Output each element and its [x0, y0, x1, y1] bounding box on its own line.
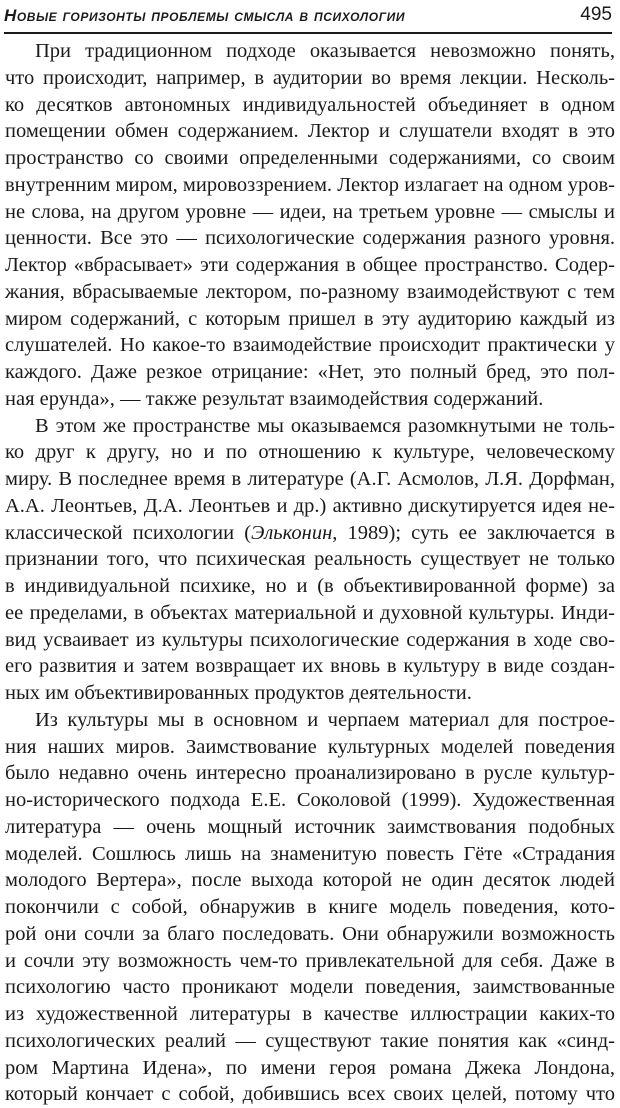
text-line: литература — очень мощный источник заимствования подобных	[5, 815, 615, 838]
text-line: рой они сочли за благо последовать. Они обнаружили возможность	[5, 922, 615, 945]
text-line: ее пределами, в объектах материальной и духовной культуры. Инди-	[5, 601, 615, 624]
text-line: признании того, что психическая реальность существует не только	[5, 548, 615, 571]
text-body	[5, 38, 615, 1108]
text-line: ная ерунда», — также результат взаимодействия содержаний.	[5, 387, 544, 410]
running-title: Новые горизонты проблемы смысла в психологии	[4, 6, 406, 25]
text-line: психологию часто проникают модели поведения, заимствованные	[5, 976, 615, 999]
cited-author: Эльконин	[251, 521, 333, 544]
text-line: покончили с собой, обнаружив в книге модель поведения, кото-	[5, 896, 615, 918]
text-line: При традиционном подходе оказывается невозможно понять,	[35, 40, 615, 62]
text-line: но-исторического подхода Е.Е. Соколовой (1999). Художественная	[5, 789, 615, 811]
running-head	[4, 0, 612, 40]
header-rule	[4, 32, 612, 34]
text-line: который кончает с собой, добившись всех своих целей, потому что	[5, 1083, 615, 1106]
text-line: слушателей. Но какое-то взаимодействие происходит практически у	[5, 334, 615, 357]
text-line: ко друг к другу, но и по отношению к культуре, человеческому	[5, 441, 615, 464]
text-line: ных им объективированных продуктов деятельности.	[5, 682, 472, 704]
text-fragment: классической психологии (	[5, 521, 252, 544]
text-line: и сочли эту возможность чем-то привлекательной для себя. Даже в	[5, 949, 615, 972]
text-line: что происходит, например, в аудитории во время лекции. Несколь-	[5, 66, 615, 89]
text-line: молодого Вертера», после выхода которой не один десяток людей	[5, 869, 615, 892]
text-line: помещении обмен содержанием. Лектор и слушатели входят в это	[5, 120, 615, 143]
text-line: было недавно очень интересно проанализировано в русле культур-	[5, 762, 615, 785]
text-line: ко десятков автономных индивидуальностей объединяет в одном	[5, 93, 615, 116]
text-line: пространство со своими определенными содержаниями, со своим	[5, 147, 615, 169]
text-line: миром содержаний, с которым пришел в эту аудиторию каждый из	[5, 307, 615, 330]
text-line: вид усваивает из культуры психологические содержания в ходе сво-	[5, 628, 615, 651]
text-line: моделей. Сошлюсь лишь на знаменитую повесть Гёте «Страдания	[5, 842, 615, 865]
text-line: не слова, на другом уровне — идеи, на третьем уровне — смыслы и	[5, 200, 615, 223]
text-line: А.А. Леонтьев, Д.А. Леонтьев и др.) активно дискутируется идея не-	[5, 494, 615, 517]
text-fragment: , 1989); суть ее заключается в	[332, 521, 616, 544]
text-line: его развития и затем возвращает их вновь в культуру в виде создан-	[5, 655, 615, 678]
text-line: В этом же пространстве мы оказываемся разомкнутыми не толь-	[35, 414, 615, 437]
text-line: ценности. Все это — психологические содержания разного уровня.	[5, 227, 615, 250]
text-line: Лектор «вбрасывает» эти содержания в общее пространство. Содер-	[5, 254, 615, 276]
text-line: миру. В последнее время в литературе (А.Г. Асмолов, Л.Я. Дорфман,	[5, 468, 615, 490]
text-line	[5, 520, 615, 547]
text-line: внутренним миром, мировоззрением. Лектор излагает на одном уров-	[5, 173, 615, 196]
text-line: Из культуры мы в основном и черпаем материал для построе-	[35, 708, 615, 731]
text-line: психологических реалий — существуют такие понятия как «синд-	[5, 1029, 615, 1052]
page-number: 495	[580, 4, 612, 25]
text-line: ром Мартина Идена», по имени героя романа Джека Лондона,	[5, 1056, 615, 1079]
text-line: жания, вбрасываемые лектором, по-разному взаимодействуют с тем	[5, 280, 615, 303]
text-line: каждого. Даже резкое отрицание: «Нет, это полный бред, это пол-	[5, 361, 615, 383]
text-line: из художественной литературы в качестве иллюстрации каких-то	[5, 1003, 615, 1025]
text-line: ния наших миров. Заимствование культурных моделей поведения	[5, 735, 615, 758]
text-line: в индивидуальной психике, но и (в объективированной форме) за	[5, 575, 615, 597]
